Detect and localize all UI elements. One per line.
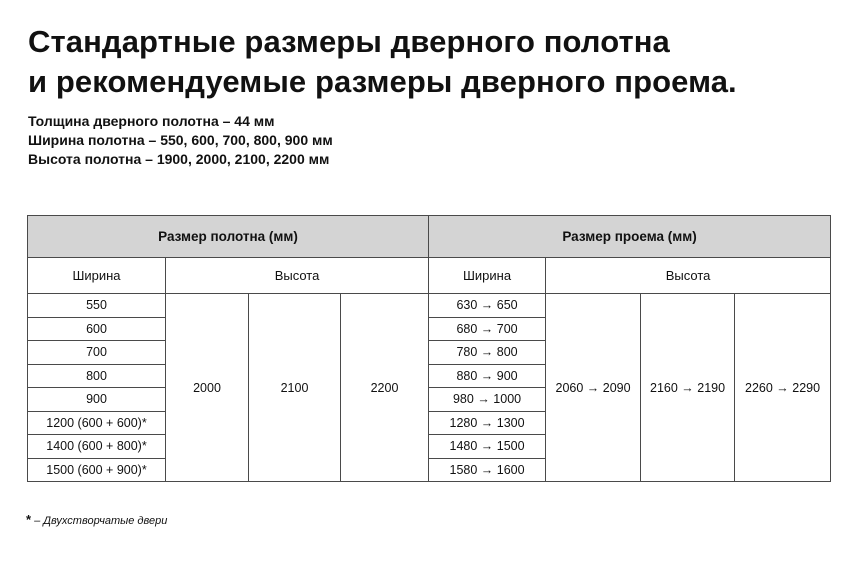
footnote (26, 512, 167, 527)
opening-width-cell: 980 → 1000 (429, 388, 546, 412)
leaf-width-cell: 600 (28, 317, 166, 341)
leaf-width-cell: 700 (28, 341, 166, 365)
col-header-leaf-height: Высота (166, 258, 429, 294)
col-header-opening-width: Ширина (429, 258, 546, 294)
title-line-2: и рекомендуемые размеры дверного проема. (28, 64, 737, 99)
leaf-width-cell: 1400 (600 + 800)* (28, 435, 166, 459)
group-header-opening: Размер проема (мм) (429, 216, 831, 258)
opening-width-cell: 780 → 800 (429, 341, 546, 365)
table-row (28, 294, 831, 318)
title-line-1: Стандартные размеры дверного полотна (28, 24, 670, 59)
leaf-width-cell: 1200 (600 + 600)* (28, 411, 166, 435)
opening-height-cell: 2060 → 2090 (546, 294, 641, 482)
col-header-leaf-width: Ширина (28, 258, 166, 294)
opening-width-cell: 680 → 700 (429, 317, 546, 341)
page-title (28, 22, 737, 102)
spec-width: Ширина полотна – 550, 600, 700, 800, 900 мм (28, 132, 333, 148)
leaf-width-cell: 550 (28, 294, 166, 318)
opening-width-cell: 1480 → 1500 (429, 435, 546, 459)
leaf-height-cell: 2000 (166, 294, 249, 482)
spec-height: Высота полотна – 1900, 2000, 2100, 2200 мм (28, 151, 330, 167)
col-header-opening-height: Высота (546, 258, 831, 294)
specs-block (28, 112, 333, 169)
spec-thickness: Толщина дверного полотна – 44 мм (28, 113, 275, 129)
opening-width-cell: 880 → 900 (429, 364, 546, 388)
leaf-width-cell: 1500 (600 + 900)* (28, 458, 166, 482)
leaf-width-cell: 900 (28, 388, 166, 412)
opening-height-cell: 2160 → 2190 (641, 294, 735, 482)
opening-height-cell: 2260 → 2290 (735, 294, 831, 482)
leaf-height-cell: 2200 (341, 294, 429, 482)
footnote-star: * (26, 512, 32, 527)
leaf-width-cell: 800 (28, 364, 166, 388)
footnote-text: – Двухстворчатые двери (31, 515, 168, 527)
opening-width-cell: 1580 → 1600 (429, 458, 546, 482)
leaf-height-cell: 2100 (249, 294, 341, 482)
group-header-leaf: Размер полотна (мм) (28, 216, 429, 258)
opening-width-cell: 630 → 650 (429, 294, 546, 318)
sizes-table (27, 215, 831, 482)
opening-width-cell: 1280 → 1300 (429, 411, 546, 435)
